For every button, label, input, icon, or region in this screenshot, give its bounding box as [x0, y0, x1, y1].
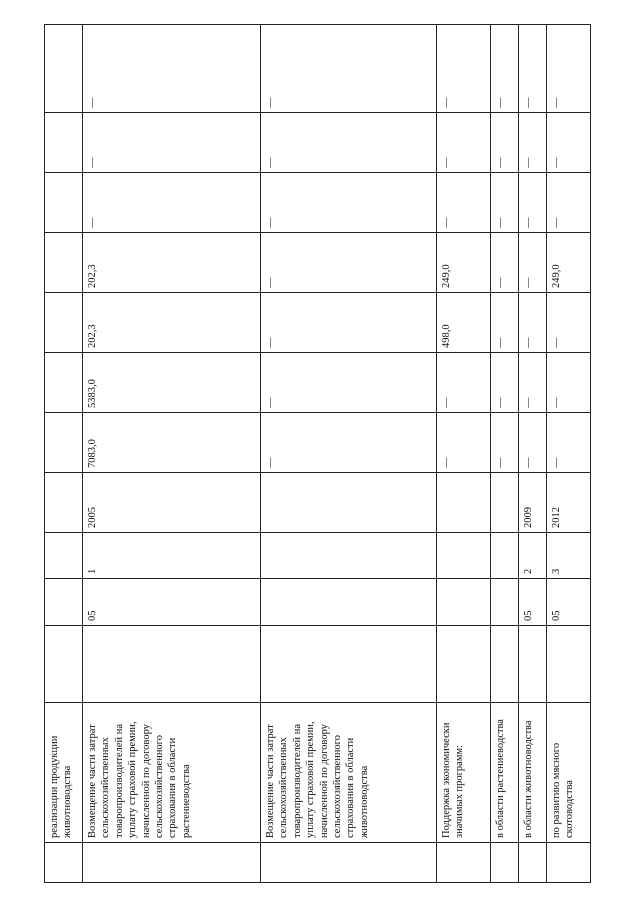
table-cell: —	[261, 293, 437, 353]
table-cell: 2012	[547, 473, 591, 533]
table-cell: —	[547, 353, 591, 413]
table-cell: —	[519, 173, 547, 233]
table-cell: —	[437, 353, 491, 413]
table-cell: —	[519, 113, 547, 173]
row-name-cell: Возмещение части затрат сельскохозяйственных товаропроизводителей на уплату страховой премии, начисленной по договору сельскохозяйственного страхования в области растениеводства	[83, 703, 261, 843]
table-cell: —	[437, 113, 491, 173]
table-cell: —	[491, 293, 519, 353]
table-cell	[83, 626, 261, 703]
table-cell: —	[547, 113, 591, 173]
table-cell: —	[519, 293, 547, 353]
table-cell: —	[83, 173, 261, 233]
table-cell	[261, 579, 437, 626]
table-row	[437, 25, 491, 883]
table-cell: —	[261, 25, 437, 113]
table-row	[45, 25, 83, 883]
row-number-cell	[83, 843, 261, 883]
table-cell: —	[519, 353, 547, 413]
table-cell	[261, 473, 437, 533]
table-cell: —	[261, 353, 437, 413]
table-cell	[491, 626, 519, 703]
table-cell: 05	[519, 579, 547, 626]
table-cell: —	[519, 413, 547, 473]
table-cell	[45, 353, 83, 413]
table-cell	[491, 473, 519, 533]
table-cell	[437, 533, 491, 579]
table-cell: —	[547, 293, 591, 353]
table-cell: 5383,0	[83, 353, 261, 413]
table-cell	[437, 626, 491, 703]
table-cell: 202,3	[83, 293, 261, 353]
row-name-cell: в области животноводства	[519, 703, 547, 843]
table-cell	[45, 579, 83, 626]
table-cell: —	[491, 173, 519, 233]
table-cell	[491, 579, 519, 626]
table-cell: 05	[83, 579, 261, 626]
table-cell: —	[261, 113, 437, 173]
row-name-cell: Поддержка экономически значимых программ:	[437, 703, 491, 843]
table-cell	[45, 233, 83, 293]
table-cell: —	[491, 413, 519, 473]
table-cell	[45, 113, 83, 173]
table-cell: —	[491, 353, 519, 413]
table-cell: —	[491, 233, 519, 293]
table-cell: —	[491, 113, 519, 173]
table-cell	[45, 25, 83, 113]
table-cell: —	[83, 25, 261, 113]
table-cell: 2	[519, 533, 547, 579]
row-number-cell	[45, 843, 83, 883]
table-cell: 3	[547, 533, 591, 579]
table-cell	[45, 533, 83, 579]
row-number-cell	[491, 843, 519, 883]
table-cell: —	[261, 233, 437, 293]
table-cell: 7083,0	[83, 413, 261, 473]
table-cell	[261, 626, 437, 703]
row-number-cell	[437, 843, 491, 883]
row-name-cell: по развитию мясного скотоводства	[547, 703, 591, 843]
row-name-cell: в области растениеводства	[491, 703, 519, 843]
table-cell	[547, 626, 591, 703]
table-row	[83, 25, 261, 883]
table-cell: 249,0	[547, 233, 591, 293]
table-row	[491, 25, 519, 883]
table-cell: 202,3	[83, 233, 261, 293]
table-row	[261, 25, 437, 883]
table-cell: 2005	[83, 473, 261, 533]
row-number-cell	[547, 843, 591, 883]
table-cell: 05	[547, 579, 591, 626]
rotated-table-wrapper	[44, 25, 590, 883]
table-cell: —	[547, 413, 591, 473]
table-cell	[45, 413, 83, 473]
table-cell	[45, 293, 83, 353]
table-cell: —	[547, 173, 591, 233]
table-cell: —	[547, 25, 591, 113]
table-cell: —	[519, 233, 547, 293]
table-cell: —	[261, 413, 437, 473]
table-cell	[45, 473, 83, 533]
row-name-cell: Возмещение части затрат сельскохозяйственных товаропроизводителей на уплату страховой премии, начисленной по договору сельскохозяйственного страхования в области животноводства	[261, 703, 437, 843]
table-cell	[45, 173, 83, 233]
table-cell	[437, 579, 491, 626]
table-cell	[437, 473, 491, 533]
table-row	[547, 25, 591, 883]
table-cell: 498,0	[437, 293, 491, 353]
row-name-cell: реализации продукции животноводства	[45, 703, 83, 843]
row-number-cell	[261, 843, 437, 883]
table-cell: —	[437, 25, 491, 113]
table-row	[519, 25, 547, 883]
table-cell: —	[519, 25, 547, 113]
table-cell: —	[437, 413, 491, 473]
subsidy-table	[44, 24, 591, 883]
row-number-cell	[519, 843, 547, 883]
table-cell: —	[261, 173, 437, 233]
table-cell: —	[491, 25, 519, 113]
table-cell	[45, 626, 83, 703]
table-cell	[261, 533, 437, 579]
table-cell: —	[437, 173, 491, 233]
table-cell	[491, 533, 519, 579]
table-cell: 249,0	[437, 233, 491, 293]
table-cell: 1	[83, 533, 261, 579]
table-cell: —	[83, 113, 261, 173]
table-cell	[519, 626, 547, 703]
table-cell: 2009	[519, 473, 547, 533]
